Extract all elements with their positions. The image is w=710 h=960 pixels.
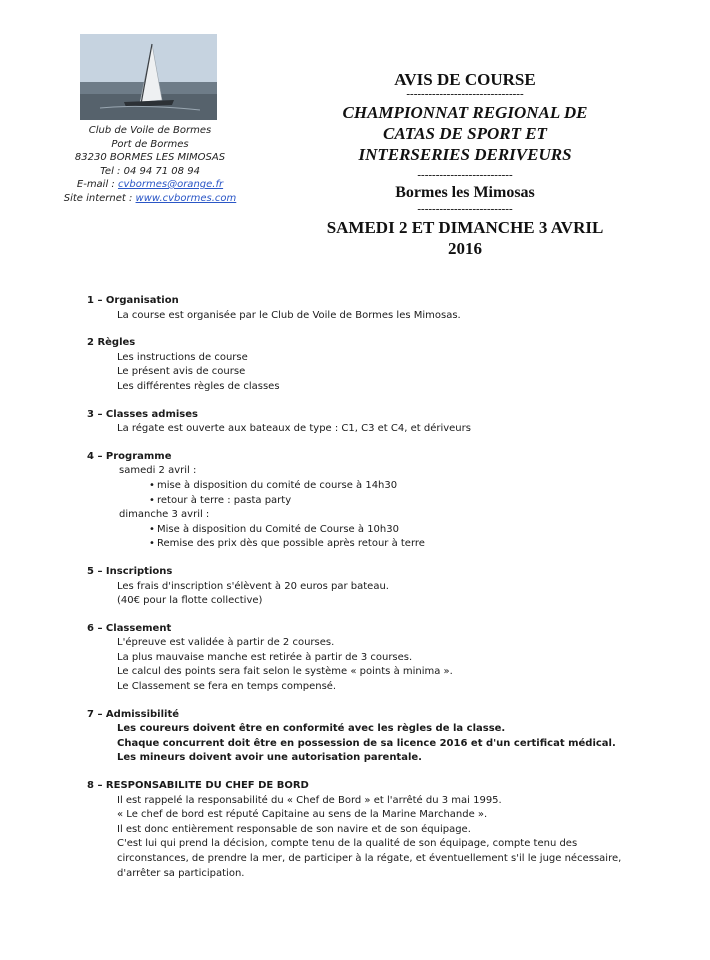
section-line: Le Classement se fera en temps compensé.: [117, 681, 337, 693]
doc-title: AVIS DE COURSE: [394, 70, 536, 89]
section-line: Les coureurs doivent être en conformité avec les règles de la classe.: [117, 723, 506, 735]
club-photo: [80, 34, 217, 120]
section-line: Les mineurs doivent avoir une autorisation parentale.: [117, 752, 422, 764]
section-programme: [87, 450, 647, 552]
section-line: Les instructions de course: [117, 351, 248, 363]
email-link[interactable]: cvbormes@orange.fr: [117, 179, 224, 190]
site-link[interactable]: www.cvbormes.com: [135, 192, 237, 204]
separator-3: --------------------------: [417, 205, 513, 213]
section-line: L'épreuve est validée à partir de 2 courses.: [117, 637, 335, 649]
club-contact: [50, 124, 250, 205]
section-line: C'est lui qui prend la décision, compte tenu de la qualité de son équipage, compte tenu des: [117, 838, 578, 850]
section-line: La course est organisée par le Club de Voile de Bormes les Mimosas.: [117, 309, 461, 321]
section-classement: [87, 622, 647, 695]
section-regles: [87, 336, 647, 394]
section-title: 2 Règles: [87, 337, 136, 349]
catamaran-image: [80, 34, 217, 120]
program-item: [149, 523, 647, 538]
championship-line-3: INTERSERIES DERIVEURS: [358, 145, 572, 164]
section-inscriptions: [87, 565, 647, 609]
doc-body: [87, 294, 647, 894]
section-line: Les frais d'inscription s'élèvent à 20 euros par bateau.: [117, 580, 389, 592]
program-item-text: mise à disposition du comité de course à 14h30: [157, 479, 398, 491]
section-title: 7 – Admissibilité: [87, 708, 180, 720]
section-title: 3 – Classes admises: [87, 408, 198, 420]
program-item-text: Remise des prix dès que possible après retour à terre: [157, 538, 425, 550]
section-title: 8 – RESPONSABILITE DU CHEF DE BORD: [87, 780, 309, 792]
section-line: (40€ pour la flotte collective): [117, 595, 263, 607]
program-item: [149, 479, 647, 494]
event-year: 2016: [448, 239, 482, 258]
championship-line-1: CHAMPIONNAT REGIONAL DE: [342, 103, 588, 122]
separator-2: --------------------------: [417, 171, 513, 179]
section-responsabilite: [87, 779, 647, 881]
section-title: 4 – Programme: [87, 450, 172, 462]
program-item: [149, 537, 647, 552]
club-port: Port de Bormes: [111, 138, 189, 150]
bullet-icon: •: [149, 479, 155, 491]
section-title: 6 – Classement: [87, 622, 172, 634]
program-item-text: retour à terre : pasta party: [157, 494, 292, 506]
section-line: Le présent avis de course: [117, 366, 246, 378]
section-line: La régate est ouverte aux bateaux de type : C1, C3 et C4, et dériveurs: [117, 423, 471, 435]
club-email-row: [50, 178, 250, 192]
program-item: [149, 494, 647, 509]
bullet-icon: •: [149, 523, 155, 535]
section-admissibilite: [87, 708, 647, 766]
program-item-text: Mise à disposition du Comité de Course à 10h30: [157, 523, 399, 535]
section-title: 5 – Inscriptions: [87, 565, 173, 577]
separator-1: --------------------------------: [406, 90, 524, 98]
club-tel: Tel : 04 94 71 08 94: [100, 165, 200, 177]
event-date: SAMEDI 2 ET DIMANCHE 3 AVRIL: [326, 218, 604, 237]
section-line: d'arrêter sa participation.: [117, 867, 245, 879]
program-day: dimanche 3 avril :: [119, 509, 210, 521]
section-classes: [87, 408, 647, 437]
program-day: samedi 2 avril :: [119, 465, 197, 477]
section-line: Le calcul des points sera fait selon le système « points à minima ».: [117, 666, 453, 678]
event-place: Bormes les Mimosas: [395, 184, 535, 201]
section-line: La plus mauvaise manche est retirée à partir de 3 courses.: [117, 651, 413, 663]
section-line: « Le chef de bord est réputé Capitaine au sens de la Marine Marchande ».: [117, 809, 488, 821]
championship-line-2: CATAS DE SPORT ET: [383, 124, 547, 143]
section-line: circonstances, de prendre la mer, de participer à la régate, et éventuellement s'il le juge nécessaire,: [117, 853, 622, 864]
section-title: 1 – Organisation: [87, 295, 179, 306]
site-label: Site internet :: [63, 192, 136, 204]
club-site-row: [50, 192, 250, 206]
section-line: Chaque concurrent doit être en possession de sa licence 2016 et d'un certificat médical.: [117, 737, 616, 749]
club-city: 83230 BORMES LES MIMOSAS: [74, 152, 226, 163]
bullet-icon: •: [149, 494, 155, 506]
section-organisation: [87, 294, 647, 323]
section-line: Il est donc entièrement responsable de son navire et de son équipage.: [117, 823, 471, 835]
section-line: Il est rappelé la responsabilité du « Chef de Bord » et l'arrêté du 3 mai 1995.: [117, 794, 502, 806]
header-titles: [300, 70, 630, 259]
email-label: E-mail :: [76, 179, 118, 190]
bullet-icon: •: [149, 538, 155, 550]
club-name: Club de Voile de Bormes: [88, 125, 212, 136]
section-line: Les différentes règles de classes: [117, 380, 280, 392]
